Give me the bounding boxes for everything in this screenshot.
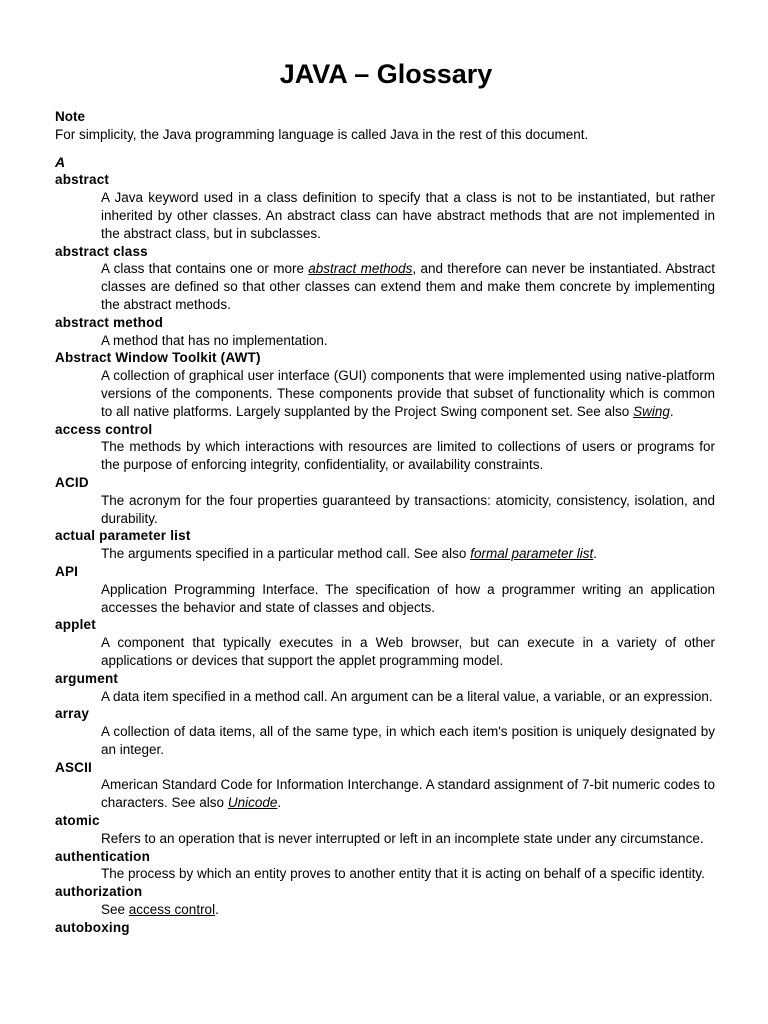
glossary-entry-actual-parameter-list <box>55 527 715 563</box>
glossary-entry-abstract-method <box>55 314 715 350</box>
link-formal-parameter-list[interactable]: formal parameter list <box>470 546 594 562</box>
definition <box>55 901 715 919</box>
link-abstract-methods[interactable]: abstract methods <box>308 261 413 277</box>
definition: The acronym for the four properties guaranteed by transactions: atomicity, consistency, isolation, and durability. <box>101 492 715 526</box>
section-letter: A <box>55 153 66 170</box>
definition-text: A class that contains one or more <box>101 261 309 277</box>
definition-text: American Standard Code for Information Interchange. A standard assignment of 7-bit numeric codes to characters. See also <box>101 777 715 811</box>
definition: A component that typically executes in a Web browser, but can execute in a variety of other applications or devices that support the applet programming model. <box>101 635 715 668</box>
definition: A data item specified in a method call. An argument can be a literal value, a variable, or an expression. <box>101 688 713 704</box>
page-title: JAVA – Glossary <box>279 59 493 89</box>
term: access control <box>55 421 153 437</box>
definition: A Java keyword used in a class definition to specify that a class is not to be instantiated, but rather inherited by other classes. An abstract class can have abstract methods that are not implemented in the abstract class, but in subclasses. <box>101 190 715 241</box>
definition-text: , and therefore can never be instantiated. Abstract classes are defined so that other classes can extend them and make them concrete by implementing the abstract methods. <box>101 261 716 312</box>
glossary-entry-awt <box>55 349 715 420</box>
definition-text: . <box>215 902 219 918</box>
term: atomic <box>55 813 100 829</box>
definition <box>55 776 715 812</box>
note-section <box>55 108 715 144</box>
definition: Application Programming Interface. The specification of how a programmer writing an application accesses the behavior and state of classes and objects. <box>101 581 715 615</box>
definition <box>55 260 715 313</box>
term: argument <box>55 670 119 686</box>
definition-text: A collection of graphical user interface (GUI) components that were implemented using native-platform versions of the components. These components provide that subset of functionality which is common to all native platforms. Largely supplanted by the Project Swing component set. See also <box>101 368 715 419</box>
term: ASCII <box>55 759 93 775</box>
glossary-page <box>55 56 715 937</box>
glossary-entry-authorization <box>55 883 715 919</box>
term: Abstract Window Toolkit (AWT) <box>55 350 261 366</box>
glossary-entry-argument <box>55 670 715 706</box>
definition-text: . <box>669 403 674 419</box>
term: autoboxing <box>55 919 130 935</box>
definition: The process by which an entity proves to another entity that it is acting on behalf of a specific identity. <box>101 866 705 882</box>
definition <box>55 545 715 563</box>
definition-text: See <box>101 902 129 918</box>
glossary-entry-abstract <box>55 171 715 242</box>
term: abstract class <box>55 243 148 259</box>
definition: The methods by which interactions with resources are limited to collections of users or programs for the purpose of enforcing integrity, confidentiality, or availability constraints. <box>101 439 715 473</box>
term: authorization <box>55 884 143 900</box>
definition: A collection of data items, all of the same type, in which each item's position is uniquely designated by an integer. <box>101 724 715 757</box>
glossary-entry-ascii <box>55 759 715 812</box>
note-text: For simplicity, the Java programming language is called Java in the rest of this document. <box>55 126 589 142</box>
term: abstract method <box>55 314 164 330</box>
glossary-entry-authentication <box>55 848 715 884</box>
term: array <box>55 706 90 722</box>
note-heading: Note <box>55 109 85 124</box>
definition: A method that has no implementation. <box>101 332 328 348</box>
glossary-entry-array <box>55 705 715 758</box>
glossary-entry-autoboxing <box>55 919 715 937</box>
definition-text: . <box>593 546 598 562</box>
glossary-entry-access-control <box>55 421 715 474</box>
term: abstract <box>55 172 110 188</box>
glossary-entry-abstract-class <box>55 243 715 314</box>
glossary-entry-api <box>55 563 715 616</box>
term: applet <box>55 617 96 633</box>
term: actual parameter list <box>55 528 191 544</box>
term: API <box>55 563 79 579</box>
glossary-entry-atomic <box>55 812 715 848</box>
definition-text: The arguments specified in a particular method call. See also <box>101 546 471 562</box>
link-access-control[interactable]: access control <box>128 902 216 918</box>
term: authentication <box>55 848 151 864</box>
glossary-entry-applet <box>55 616 715 669</box>
link-unicode[interactable]: Unicode <box>227 795 278 811</box>
link-swing[interactable]: Swing <box>633 403 670 419</box>
definition-text: . <box>277 795 282 811</box>
definition <box>55 367 715 420</box>
glossary-entry-acid <box>55 474 715 527</box>
term: ACID <box>55 474 89 490</box>
definition: Refers to an operation that is never interrupted or left in an incomplete state under any circumstance. <box>101 830 704 846</box>
